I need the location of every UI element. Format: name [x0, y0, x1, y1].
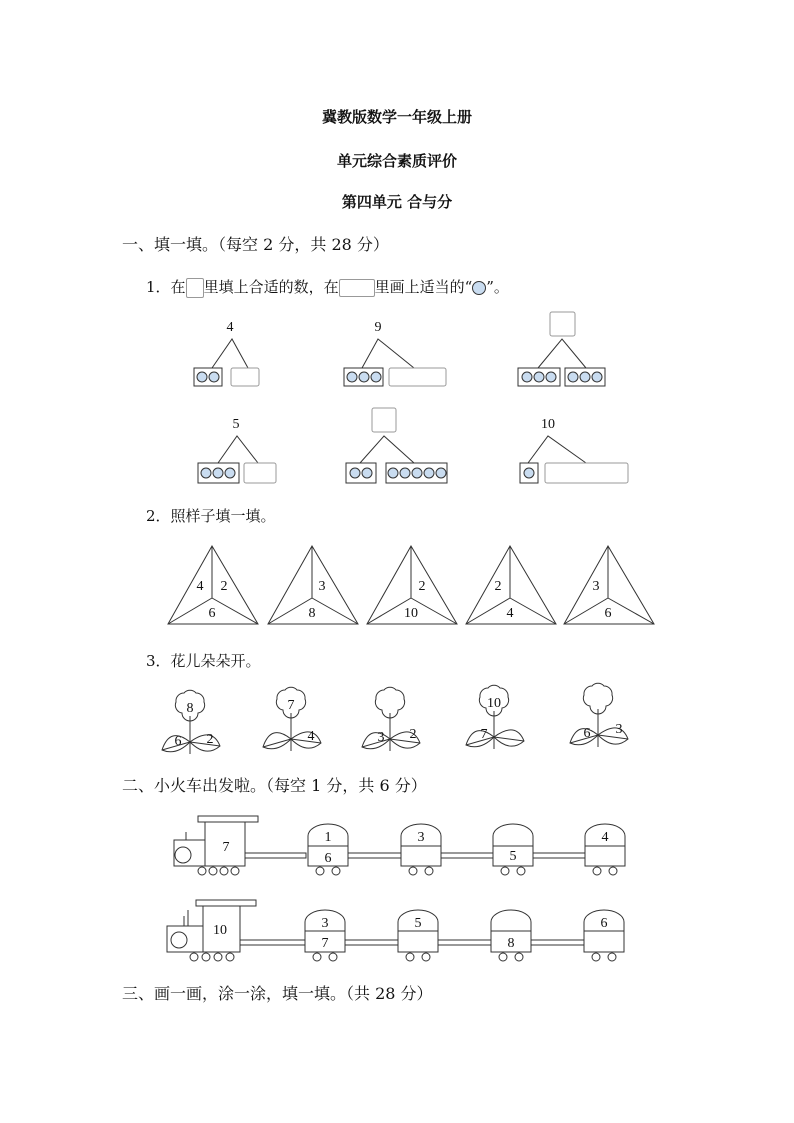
triangle-1-right: 2 [220, 579, 228, 594]
flower-2-right: 4 [307, 729, 315, 744]
train-2-car-1-top: 3 [321, 916, 329, 931]
train-1-car-3-bottom: 5 [509, 849, 517, 864]
triangle-3-bottom: 10 [404, 606, 418, 621]
flower-3-right: 2 [409, 727, 417, 742]
tree-4-top: 5 [232, 417, 240, 432]
section-1-heading: 一、填一填。（每空 2 分，共 28 分） [122, 235, 389, 254]
train-1-car-2-top: 3 [417, 830, 425, 845]
train-2-car-2-top: 5 [414, 916, 422, 931]
triangle-4-bottom: 4 [506, 606, 514, 621]
train-1-car-1-bottom: 6 [324, 851, 332, 866]
question-number: 1． [146, 278, 171, 296]
train-2-engine: 10 [213, 923, 227, 938]
unit-title: 第四单元 合与分 [341, 193, 453, 211]
train-2-car-3-bottom: 8 [507, 936, 515, 951]
tree-2-top: 9 [374, 320, 382, 335]
triangle-3-right: 2 [418, 579, 426, 594]
flower-1-center: 8 [186, 701, 194, 716]
tree-6-top: 10 [541, 417, 555, 432]
doc-subtitle: 单元综合素质评价 [336, 152, 457, 170]
flower-1-right: 2 [206, 732, 214, 747]
triangle-5-left: 3 [592, 579, 600, 594]
train-1-car-4-top: 4 [601, 830, 609, 845]
flower-4-left: 7 [480, 727, 488, 742]
triangle-2-bottom: 8 [308, 606, 316, 621]
flower-3-left: 3 [377, 730, 385, 745]
triangle-1-left: 4 [196, 579, 204, 594]
triangle-4-left: 2 [494, 579, 502, 594]
prompt-text: 里画上适当的“ [374, 278, 473, 296]
flower-1-left: 6 [174, 734, 182, 749]
train-2-car-4-top: 6 [600, 916, 608, 931]
train-1-engine: 7 [222, 840, 230, 855]
question-3-prompt: 3．花儿朵朵开。 [146, 652, 261, 670]
prompt-text: 里填上合适的数，在 [203, 278, 339, 296]
flower-4-center: 10 [487, 696, 501, 711]
triangle-5-bottom: 6 [604, 606, 612, 621]
tree-1-top: 4 [226, 320, 234, 335]
doc-title: 冀教版数学一年级上册 [321, 108, 472, 126]
train-2-car-1-bottom: 7 [321, 936, 329, 951]
question-2-prompt: 2．照样子填一填。 [146, 507, 276, 525]
train-1-car-1-top: 1 [324, 830, 332, 845]
triangle-2-right: 3 [318, 579, 326, 594]
section-2-heading: 二、小火车出发啦。（每空 1 分，共 6 分） [122, 776, 427, 795]
flower-2-center: 7 [287, 698, 295, 713]
section-3-heading: 三、画一画，涂一涂，填一填。（共 28 分） [122, 984, 433, 1003]
triangle-1-bottom: 6 [208, 606, 216, 621]
flower-5-left: 6 [583, 726, 591, 741]
flower-5-right: 3 [615, 722, 623, 737]
prompt-text: 在 [170, 278, 186, 296]
prompt-text: ”。 [486, 278, 509, 296]
